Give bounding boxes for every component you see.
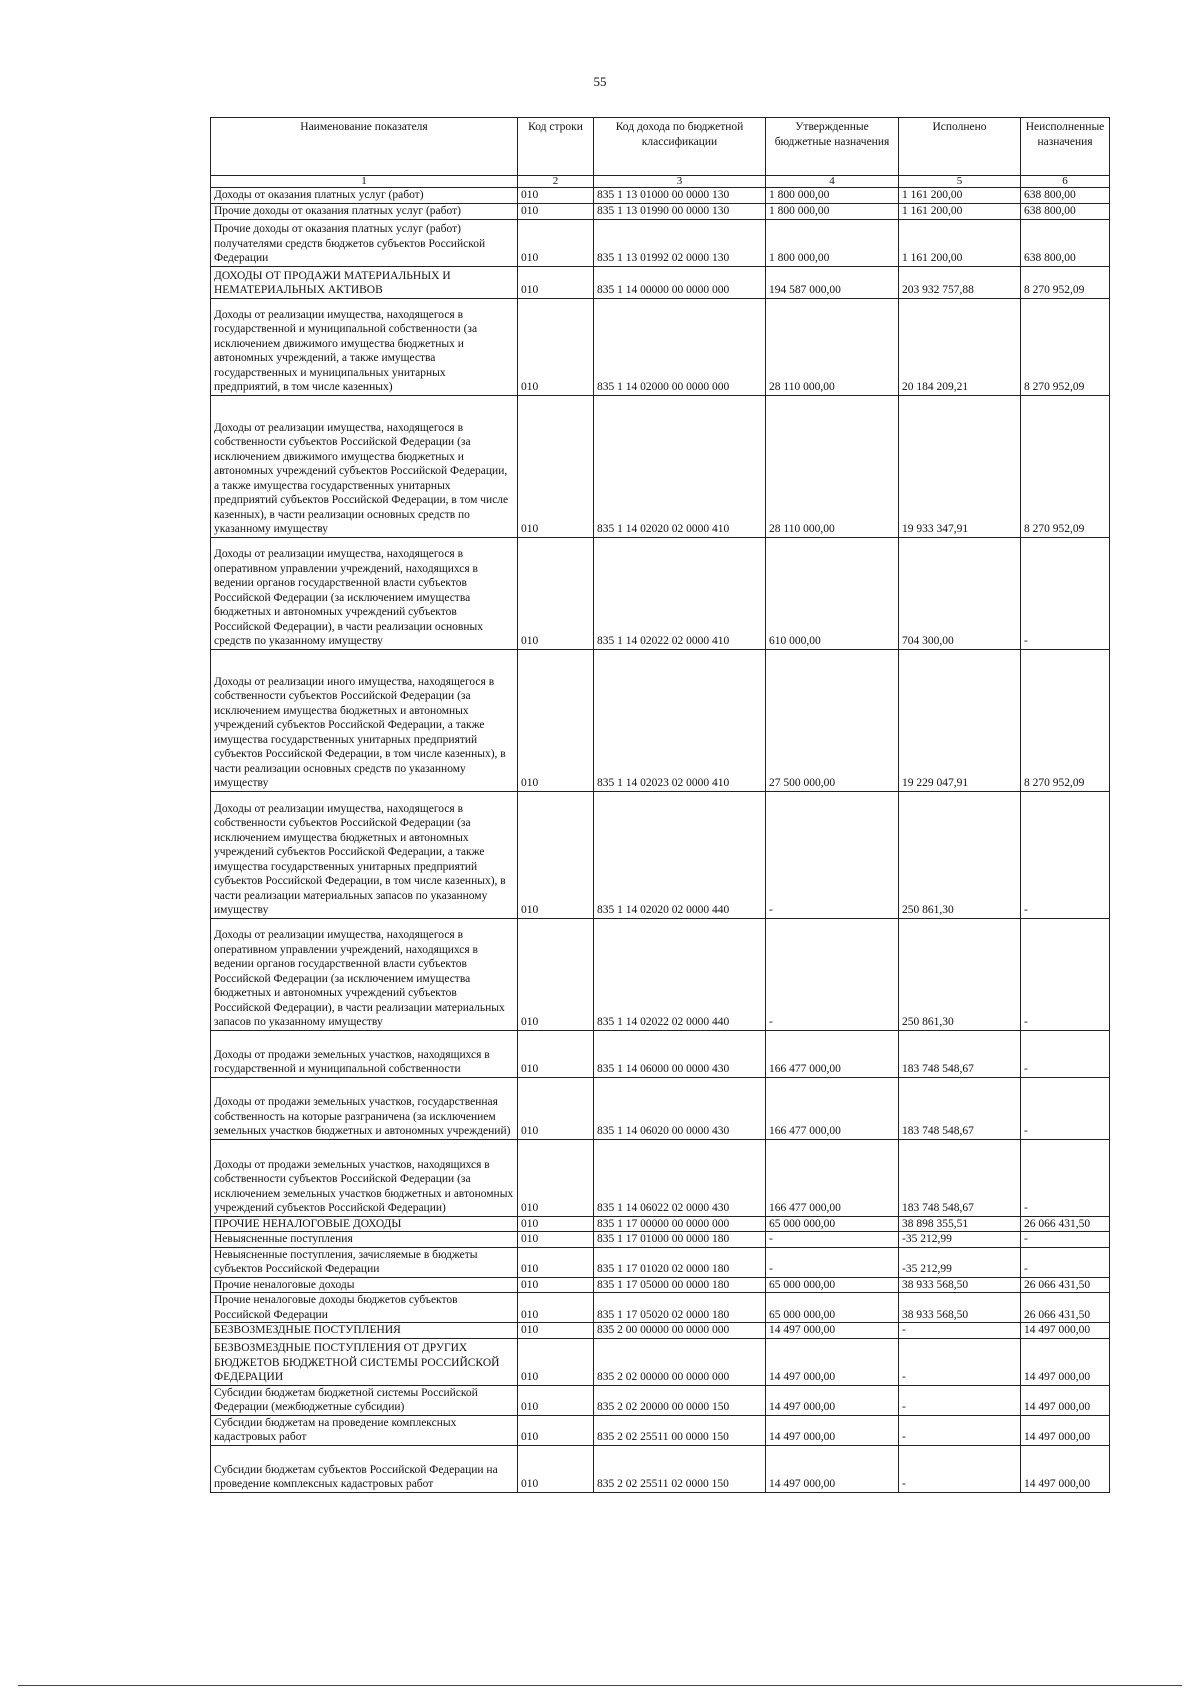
row-code: 010	[518, 1415, 594, 1445]
unexecuted-amount: 14 497 000,00	[1021, 1385, 1110, 1415]
row-code: 010	[518, 1293, 594, 1323]
table-row	[211, 1445, 1110, 1492]
row-code: 010	[518, 918, 594, 1030]
unexecuted-amount: -	[1021, 1139, 1110, 1216]
row-name: Доходы от реализации имущества, находящегося в оперативном управлении учреждений, находящихся в ведении органов государственной власти субъектов Российской Федерации (за исключением имущества бюджетных и автономных учреждений субъектов Российской Федерации), в части реализации материальных запасов по указанному имуществу	[211, 918, 518, 1030]
row-code: 010	[518, 791, 594, 918]
approved-amount: 1 800 000,00	[766, 188, 899, 204]
row-name: Субсидии бюджетам субъектов Российской Федерации на проведение комплексных кадастровых работ	[211, 1445, 518, 1492]
row-name: Субсидии бюджетам на проведение комплексных кадастровых работ	[211, 1415, 518, 1445]
table-row	[211, 1277, 1110, 1293]
table-row	[211, 1247, 1110, 1277]
budget-table	[210, 117, 1110, 1493]
row-code: 010	[518, 266, 594, 298]
row-name: Прочие доходы от оказания платных услуг (работ) получателями средств бюджетов субъектов Российской Федерации	[211, 219, 518, 266]
unexecuted-amount: 638 800,00	[1021, 188, 1110, 204]
income-code: 835 2 02 00000 00 0000 000	[594, 1338, 766, 1385]
row-name: Доходы от продажи земельных участков, находящихся в собственности субъектов Российской Федерации (за исключением земельных участков бюджетных и автономных учреждений субъектов Российской Федерации)	[211, 1139, 518, 1216]
row-code: 010	[518, 203, 594, 219]
table-row	[211, 266, 1110, 298]
approved-amount: -	[766, 918, 899, 1030]
table-row	[211, 188, 1110, 204]
row-name: Доходы от оказания платных услуг (работ)	[211, 188, 518, 204]
income-code: 835 1 14 06020 00 0000 430	[594, 1077, 766, 1139]
income-code: 835 2 02 25511 02 0000 150	[594, 1445, 766, 1492]
row-code: 010	[518, 1030, 594, 1077]
table-row	[211, 1216, 1110, 1232]
row-name: Прочие доходы от оказания платных услуг (работ)	[211, 203, 518, 219]
row-name: Доходы от реализации имущества, находящегося в государственной и муниципальной собственности (за исключением движимого имущества бюджетных и автономных учреждений, а также имущества государственных и муниципальных унитарных предприятий, в том числе казенных)	[211, 298, 518, 395]
unexecuted-amount: -	[1021, 918, 1110, 1030]
executed-amount: 19 933 347,91	[899, 395, 1021, 537]
table-row	[211, 1415, 1110, 1445]
approved-amount: 166 477 000,00	[766, 1077, 899, 1139]
row-name: Доходы от реализации имущества, находящегося в оперативном управлении учреждений, находящихся в ведении органов государственной власти субъектов Российской Федерации (за исключением имущества бюджетных и автономных учреждений субъектов Российской Федерации), в части реализации основных средств по указанному имуществу	[211, 537, 518, 649]
income-code: 835 1 14 02000 00 0000 000	[594, 298, 766, 395]
row-name: Прочие неналоговые доходы бюджетов субъектов Российской Федерации	[211, 1293, 518, 1323]
header-approved: Утвержденные бюджетные назначения	[766, 118, 899, 176]
row-name: Невыясненные поступления	[211, 1232, 518, 1248]
header-executed: Исполнено	[899, 118, 1021, 176]
table-row	[211, 1293, 1110, 1323]
income-code: 835 1 14 06000 00 0000 430	[594, 1030, 766, 1077]
table-row	[211, 791, 1110, 918]
executed-amount: -	[899, 1323, 1021, 1339]
executed-amount: 19 229 047,91	[899, 649, 1021, 791]
income-code: 835 2 02 20000 00 0000 150	[594, 1385, 766, 1415]
approved-amount: 1 800 000,00	[766, 203, 899, 219]
approved-amount: -	[766, 1247, 899, 1277]
table-row	[211, 1077, 1110, 1139]
approved-amount: 28 110 000,00	[766, 298, 899, 395]
approved-amount: 27 500 000,00	[766, 649, 899, 791]
income-code: 835 1 17 01000 00 0000 180	[594, 1232, 766, 1248]
table-row	[211, 1139, 1110, 1216]
table-row	[211, 395, 1110, 537]
header-row	[211, 118, 1110, 176]
executed-amount: 20 184 209,21	[899, 298, 1021, 395]
income-code: 835 1 13 01000 00 0000 130	[594, 188, 766, 204]
approved-amount: 194 587 000,00	[766, 266, 899, 298]
executed-amount: 203 932 757,88	[899, 266, 1021, 298]
row-name: Невыясненные поступления, зачисляемые в бюджеты субъектов Российской Федерации	[211, 1247, 518, 1277]
unexecuted-amount: 26 066 431,50	[1021, 1216, 1110, 1232]
income-code: 835 1 13 01990 00 0000 130	[594, 203, 766, 219]
approved-amount: 28 110 000,00	[766, 395, 899, 537]
unexecuted-amount: 26 066 431,50	[1021, 1277, 1110, 1293]
row-name: ДОХОДЫ ОТ ПРОДАЖИ МАТЕРИАЛЬНЫХ И НЕМАТЕРИАЛЬНЫХ АКТИВОВ	[211, 266, 518, 298]
income-code: 835 1 14 00000 00 0000 000	[594, 266, 766, 298]
table-body	[211, 188, 1110, 1493]
approved-amount: 166 477 000,00	[766, 1030, 899, 1077]
approved-amount: 1 800 000,00	[766, 219, 899, 266]
row-code: 010	[518, 1139, 594, 1216]
approved-amount: 14 497 000,00	[766, 1415, 899, 1445]
unexecuted-amount: 14 497 000,00	[1021, 1323, 1110, 1339]
executed-amount: 183 748 548,67	[899, 1077, 1021, 1139]
approved-amount: -	[766, 791, 899, 918]
row-code: 010	[518, 1338, 594, 1385]
unexecuted-amount: 26 066 431,50	[1021, 1293, 1110, 1323]
approved-amount: 14 497 000,00	[766, 1445, 899, 1492]
row-code: 010	[518, 1385, 594, 1415]
unexecuted-amount: -	[1021, 791, 1110, 918]
executed-amount: 183 748 548,67	[899, 1030, 1021, 1077]
row-code: 010	[518, 1445, 594, 1492]
income-code: 835 1 14 02020 02 0000 440	[594, 791, 766, 918]
executed-amount: -	[899, 1415, 1021, 1445]
table-row	[211, 1385, 1110, 1415]
column-number: 3	[594, 176, 766, 188]
row-code: 010	[518, 219, 594, 266]
income-code: 835 1 14 06022 02 0000 430	[594, 1139, 766, 1216]
approved-amount: 14 497 000,00	[766, 1338, 899, 1385]
approved-amount: 65 000 000,00	[766, 1216, 899, 1232]
income-code: 835 1 14 02022 02 0000 410	[594, 537, 766, 649]
row-name: Доходы от продажи земельных участков, находящихся в государственной и муниципальной собственности	[211, 1030, 518, 1077]
row-code: 010	[518, 1277, 594, 1293]
column-number-row	[211, 176, 1110, 188]
row-name: Доходы от реализации имущества, находящегося в собственности субъектов Российской Федерации (за исключением имущества бюджетных и автономных учреждений субъектов Российской Федерации, а также имущества государственных унитарных предприятий субъектов Российской Федерации, в том числе казенных), в части реализации материальных запасов по указанному имуществу	[211, 791, 518, 918]
income-code: 835 1 14 02022 02 0000 440	[594, 918, 766, 1030]
row-code: 010	[518, 1077, 594, 1139]
row-name: БЕЗВОЗМЕЗДНЫЕ ПОСТУПЛЕНИЯ	[211, 1323, 518, 1339]
column-number: 5	[899, 176, 1021, 188]
income-code: 835 1 17 05000 00 0000 180	[594, 1277, 766, 1293]
income-code: 835 1 13 01992 02 0000 130	[594, 219, 766, 266]
executed-amount: -	[899, 1385, 1021, 1415]
row-code: 010	[518, 1323, 594, 1339]
row-code: 010	[518, 395, 594, 537]
executed-amount: 250 861,30	[899, 918, 1021, 1030]
row-name: Субсидии бюджетам бюджетной системы Российской Федерации (межбюджетные субсидии)	[211, 1385, 518, 1415]
unexecuted-amount: 8 270 952,09	[1021, 266, 1110, 298]
column-number: 6	[1021, 176, 1110, 188]
executed-amount: 1 161 200,00	[899, 188, 1021, 204]
unexecuted-amount: -	[1021, 537, 1110, 649]
unexecuted-amount: -	[1021, 1030, 1110, 1077]
unexecuted-amount: 8 270 952,09	[1021, 298, 1110, 395]
table-row	[211, 203, 1110, 219]
unexecuted-amount: -	[1021, 1077, 1110, 1139]
executed-amount: -	[899, 1338, 1021, 1385]
table-row	[211, 219, 1110, 266]
row-name: Доходы от реализации имущества, находящегося в собственности субъектов Российской Федерации (за исключением движимого имущества бюджетных и автономных учреждений субъектов Российской Федерации, а также имущества государственных унитарных предприятий субъектов Российской Федерации, в том числе казенных), в части реализации основных средств по указанному имуществу	[211, 395, 518, 537]
table-row	[211, 1232, 1110, 1248]
row-name: Доходы от продажи земельных участков, государственная собственность на которые разграничена (за исключением земельных участков бюджетных и автономных учреждений)	[211, 1077, 518, 1139]
executed-amount: 1 161 200,00	[899, 203, 1021, 219]
income-code: 835 2 00 00000 00 0000 000	[594, 1323, 766, 1339]
approved-amount: 610 000,00	[766, 537, 899, 649]
unexecuted-amount: -	[1021, 1232, 1110, 1248]
approved-amount: 65 000 000,00	[766, 1293, 899, 1323]
unexecuted-amount: -	[1021, 1247, 1110, 1277]
unexecuted-amount: 8 270 952,09	[1021, 649, 1110, 791]
executed-amount: 1 161 200,00	[899, 219, 1021, 266]
row-code: 010	[518, 1232, 594, 1248]
executed-amount: 38 898 355,51	[899, 1216, 1021, 1232]
executed-amount: 38 933 568,50	[899, 1293, 1021, 1323]
income-code: 835 1 17 01020 02 0000 180	[594, 1247, 766, 1277]
row-name: ПРОЧИЕ НЕНАЛОГОВЫЕ ДОХОДЫ	[211, 1216, 518, 1232]
row-code: 010	[518, 298, 594, 395]
table-row	[211, 1338, 1110, 1385]
unexecuted-amount: 14 497 000,00	[1021, 1415, 1110, 1445]
executed-amount: 183 748 548,67	[899, 1139, 1021, 1216]
column-number: 4	[766, 176, 899, 188]
unexecuted-amount: 14 497 000,00	[1021, 1445, 1110, 1492]
approved-amount: -	[766, 1232, 899, 1248]
executed-amount: -35 212,99	[899, 1232, 1021, 1248]
row-name: БЕЗВОЗМЕЗДНЫЕ ПОСТУПЛЕНИЯ ОТ ДРУГИХ БЮДЖЕТОВ БЮДЖЕТНОЙ СИСТЕМЫ РОССИЙСКОЙ ФЕДЕРАЦИИ	[211, 1338, 518, 1385]
row-name: Доходы от реализации иного имущества, находящегося в собственности субъектов Российской Федерации (за исключением имущества бюджетных и автономных учреждений субъектов Российской Федерации, а также имущества государственных унитарных предприятий субъектов Российской Федерации, в том числе казенных), в части реализации основных средств по указанному имуществу	[211, 649, 518, 791]
executed-amount: -	[899, 1445, 1021, 1492]
table-row	[211, 1323, 1110, 1339]
row-code: 010	[518, 1247, 594, 1277]
unexecuted-amount: 8 270 952,09	[1021, 395, 1110, 537]
executed-amount: 704 300,00	[899, 537, 1021, 649]
header-name: Наименование показателя	[211, 118, 518, 176]
header-row-code: Код строки	[518, 118, 594, 176]
executed-amount: -35 212,99	[899, 1247, 1021, 1277]
table-row	[211, 649, 1110, 791]
unexecuted-amount: 638 800,00	[1021, 203, 1110, 219]
row-code: 010	[518, 1216, 594, 1232]
column-number: 1	[211, 176, 518, 188]
unexecuted-amount: 14 497 000,00	[1021, 1338, 1110, 1385]
row-code: 010	[518, 537, 594, 649]
income-code: 835 2 02 25511 00 0000 150	[594, 1415, 766, 1445]
row-name: Прочие неналоговые доходы	[211, 1277, 518, 1293]
approved-amount: 166 477 000,00	[766, 1139, 899, 1216]
approved-amount: 65 000 000,00	[766, 1277, 899, 1293]
income-code: 835 1 17 05020 02 0000 180	[594, 1293, 766, 1323]
row-code: 010	[518, 188, 594, 204]
executed-amount: 38 933 568,50	[899, 1277, 1021, 1293]
column-number: 2	[518, 176, 594, 188]
income-code: 835 1 14 02023 02 0000 410	[594, 649, 766, 791]
page-number: 55	[593, 74, 607, 89]
header-income-code: Код дохода по бюджетной классификации	[594, 118, 766, 176]
executed-amount: 250 861,30	[899, 791, 1021, 918]
table-row	[211, 298, 1110, 395]
table-row	[211, 537, 1110, 649]
footer-rule	[18, 1685, 1182, 1686]
income-code: 835 1 14 02020 02 0000 410	[594, 395, 766, 537]
table-row	[211, 918, 1110, 1030]
income-code: 835 1 17 00000 00 0000 000	[594, 1216, 766, 1232]
row-code: 010	[518, 649, 594, 791]
approved-amount: 14 497 000,00	[766, 1385, 899, 1415]
header-unexecuted: Неисполненные назначения	[1021, 118, 1110, 176]
unexecuted-amount: 638 800,00	[1021, 219, 1110, 266]
approved-amount: 14 497 000,00	[766, 1323, 899, 1339]
table-row	[211, 1030, 1110, 1077]
